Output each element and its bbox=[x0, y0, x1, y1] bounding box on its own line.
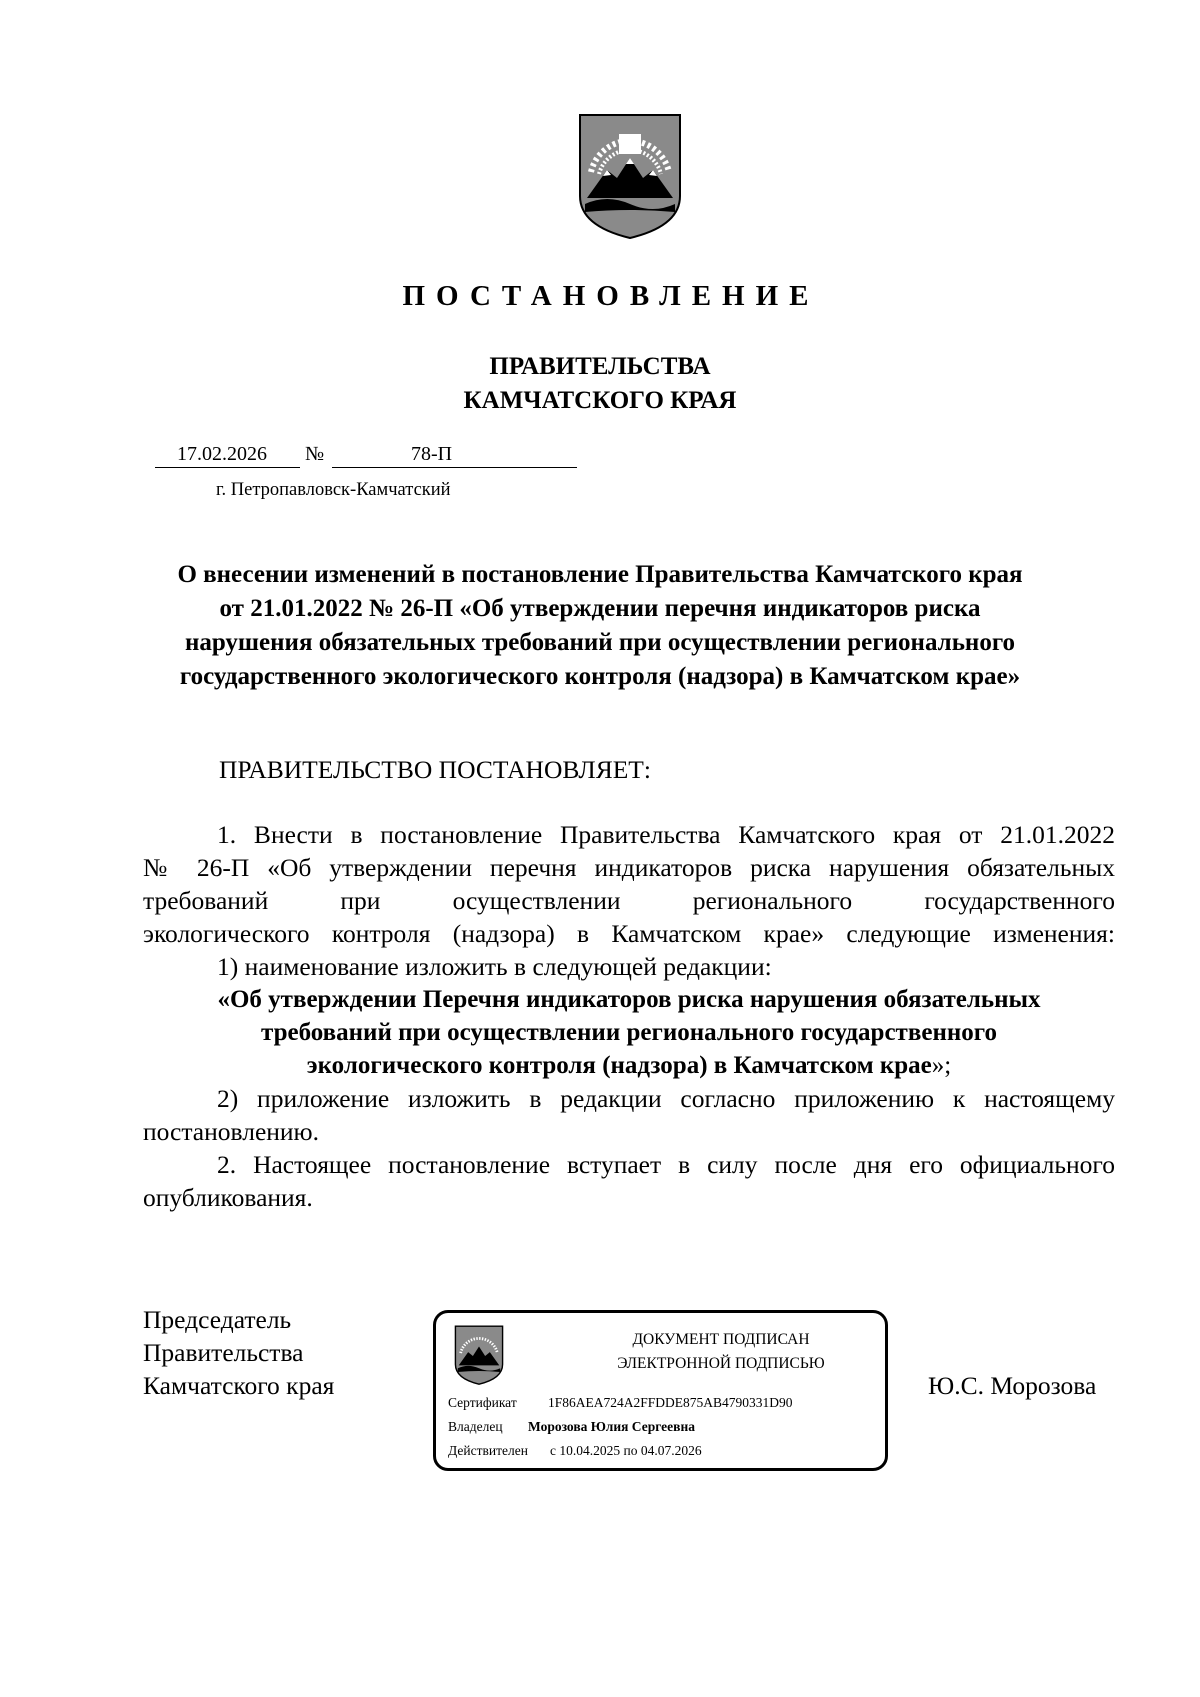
registration-line bbox=[155, 443, 585, 469]
item-1-sub-2 bbox=[143, 1082, 1115, 1148]
paragraph-line: 2) приложение изложить в редакции согласно приложению к настоящему bbox=[217, 1084, 1115, 1113]
city: г. Петропавловск-Камчатский bbox=[216, 480, 451, 500]
document-title bbox=[130, 558, 1070, 694]
item-2 bbox=[143, 1148, 1115, 1214]
stamp-certificate: Сертификат 1F86AEA724A2FFDDE875AB4790331D90 bbox=[448, 1395, 793, 1410]
paragraph-line: № 26-П «Об утверждении перечня индикаторов риска нарушения обязательных bbox=[143, 853, 1115, 882]
number-sign: № bbox=[305, 443, 325, 465]
paragraph-line: опубликования. bbox=[143, 1183, 313, 1212]
paragraph-line: постановлению. bbox=[143, 1117, 319, 1146]
kamchatka-coat-of-arms-icon bbox=[454, 1323, 504, 1387]
quote-line: требований при осуществлении регионального государственного bbox=[261, 1019, 997, 1046]
quote-end: »; bbox=[931, 1052, 952, 1079]
new-title-quote bbox=[143, 983, 1115, 1082]
stamp-title-2: ЭЛЕКТРОННОЙ ПОДПИСЬЮ bbox=[617, 1355, 825, 1372]
paragraph-line: 1. Внести в постановление Правительства Камчатского края от 21.01.2022 bbox=[217, 820, 1115, 849]
paragraph-line: требований при осуществлении регионального государственного bbox=[143, 886, 1115, 915]
signer-position: Председатель Правительства Камчатского края bbox=[143, 1305, 335, 1400]
item-1 bbox=[143, 818, 1115, 983]
authority-line-1: ПРАВИТЕЛЬСТВА bbox=[489, 353, 711, 380]
kamchatka-coat-of-arms-icon bbox=[577, 112, 683, 240]
stamp-owner: Владелец Морозова Юлия Сергеевна bbox=[448, 1419, 695, 1434]
title-line: О внесении изменений в постановление Правительства Камчатского края bbox=[177, 561, 1023, 588]
quote-line-last: экологического контроля (надзора) в Камчатском крае»; bbox=[306, 1052, 952, 1079]
stamp-validity: Действителен с 10.04.2025 по 04.07.2026 bbox=[448, 1443, 702, 1458]
quote-line: «Об утверждении Перечня индикаторов риска нарушения обязательных bbox=[217, 986, 1041, 1013]
paragraph-line: экологического контроля (надзора) в Камчатском крае» следующие изменения: bbox=[143, 919, 1115, 948]
title-line: нарушения обязательных требований при осуществлении регионального bbox=[184, 629, 1016, 656]
authority-line-2: КАМЧАТСКОГО КРАЯ bbox=[463, 387, 737, 414]
stamp-title-1: ДОКУМЕНТ ПОДПИСАН bbox=[632, 1331, 810, 1348]
paragraph-line: 2. Настоящее постановление вступает в силу после дня его официального bbox=[217, 1150, 1115, 1179]
sub-item-1: 1) наименование изложить в следующей редакции: bbox=[217, 952, 772, 981]
document-number: 78-П bbox=[411, 443, 453, 465]
electronic-signature-stamp bbox=[433, 1310, 888, 1471]
document-date: 17.02.2026 bbox=[177, 443, 267, 465]
signer-name: Ю.С. Морозова bbox=[928, 1371, 1097, 1400]
decree-phrase: ПРАВИТЕЛЬСТВО ПОСТАНОВЛЯЕТ: bbox=[219, 755, 651, 784]
title-line: государственного экологического контроля (надзора) в Камчатском крае» bbox=[179, 663, 1021, 690]
title-line: от 21.01.2022 № 26-П «Об утверждении перечня индикаторов риска bbox=[219, 595, 981, 622]
document-type: ПОСТАНОВЛЕНИЕ bbox=[402, 280, 820, 312]
